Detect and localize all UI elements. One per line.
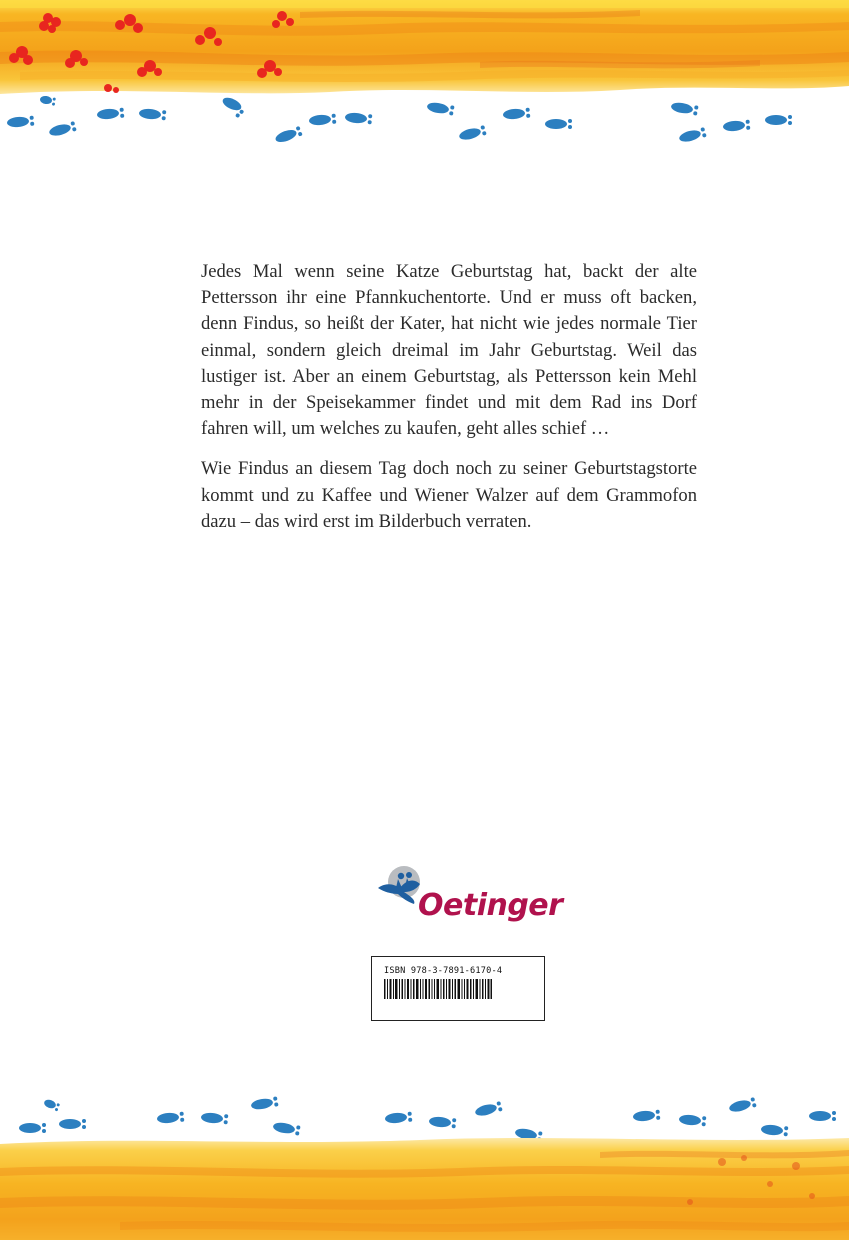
back-cover-blurb bbox=[201, 259, 697, 549]
blurb-paragraph-1: Jedes Mal wenn seine Katze Geburtstag hat, backt der alte Pettersson ihr eine Pfannkuchentorte. Und er muss oft backen, denn Findus, so heißt der Kater, hat nicht wie jedes normale Tier einmal, sondern gleich dreimal im Jahr Geburtstag. Weil das lustiger ist. Aber an einem Geburtstag, als Pettersson kein Mehl mehr in der Speisekammer findet und mit dem Rad ins Dorf fahren will, um welches zu kaufen, geht alles schief … bbox=[201, 261, 697, 440]
isbn-barcode-box bbox=[371, 956, 545, 1021]
bottom-watercolor-band bbox=[0, 1132, 849, 1240]
top-watercolor-band bbox=[0, 0, 849, 100]
top-footprints bbox=[0, 92, 849, 154]
publisher-name: Oetinger bbox=[418, 888, 563, 923]
barcode-icon bbox=[384, 979, 492, 999]
blurb-paragraph-2: Wie Findus an diesem Tag doch noch zu seiner Geburtstagstorte kommt und zu Kaffee und Wiener Walzer auf dem Grammofon dazu – das wird erst im Bilderbuch verraten. bbox=[201, 458, 697, 532]
isbn-number: ISBN 978-3-7891-6170-4 bbox=[384, 966, 503, 976]
